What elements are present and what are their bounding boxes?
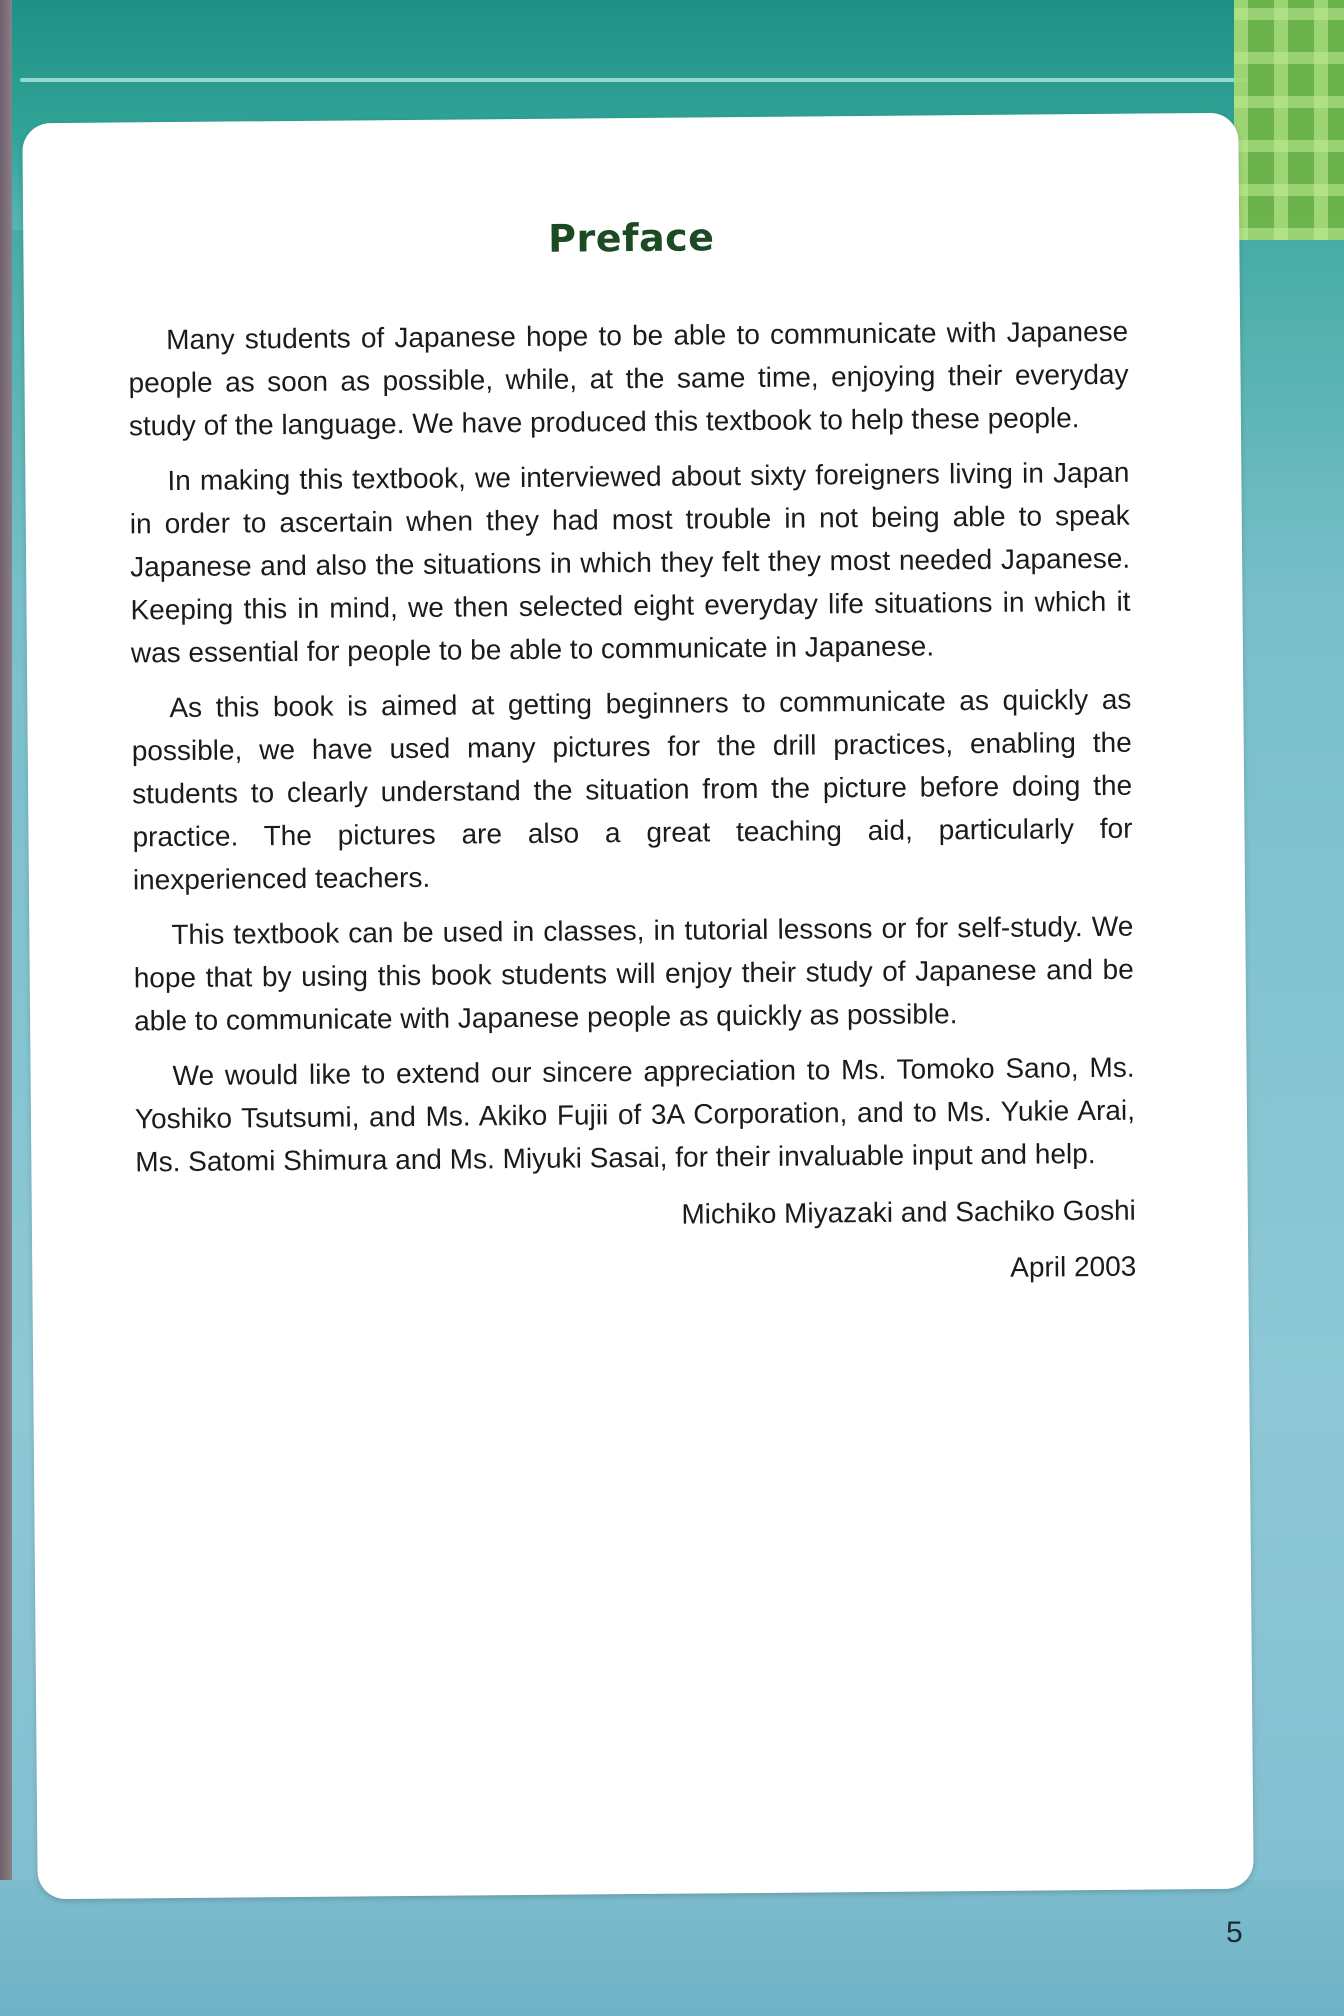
paragraph-5: We would like to extend our sincere appreciation to Ms. Tomoko Sano, Ms. Yoshiko Tsutsumi, and Ms. Akiko Fujii of 3A Corporation, and to Ms. Yukie Arai, Ms. Satomi Shimura and Ms. Miyuki Sasai, for their invaluable input and help.	[134, 1051, 1136, 1178]
book-spine-edge	[0, 0, 12, 2016]
paragraph-4: This textbook can be used in classes, in tutorial lessons or for self-study. We hope that by using this book students will enjoy their study of Japanese and be able to communicate with Japanese people as quickly as possible.	[133, 910, 1134, 1037]
preface-date: April 2003	[1010, 1250, 1137, 1283]
paragraph-1: Many students of Japanese hope to be able to communicate with Japanese people as soon as possible, while, at the same time, enjoying their everyday study of the language. We have produced this textbook to help these people.	[128, 315, 1129, 442]
preface-body	[128, 310, 1137, 1300]
page-title: Preface	[547, 215, 715, 261]
decorative-line	[20, 78, 1250, 82]
page-card	[22, 113, 1253, 1900]
page-number: 5	[1226, 1916, 1243, 1949]
decorative-plaid-corner	[1234, 0, 1344, 240]
author-signature: Michiko Miyazaki and Sachiko Goshi	[681, 1194, 1136, 1230]
background-bottom-band	[0, 1880, 1344, 2016]
paragraph-2: In making this textbook, we interviewed about sixty foreigners living in Japan in order to ascertain when they had most trouble in not being able to speak Japanese and also the situations in which they felt they most needed Japanese. Keeping this in mind, we then selected eight everyday life situations in which it was essential for people to be able to communicate in Japanese.	[129, 456, 1131, 669]
paragraph-3: As this book is aimed at getting beginners to communicate as quickly as possible, we have used many pictures for the drill practices, enabling the students to clearly understand the situation from the picture before doing the practice. The pictures are also a great teaching aid, particularly for inexperienced teachers.	[131, 683, 1133, 896]
